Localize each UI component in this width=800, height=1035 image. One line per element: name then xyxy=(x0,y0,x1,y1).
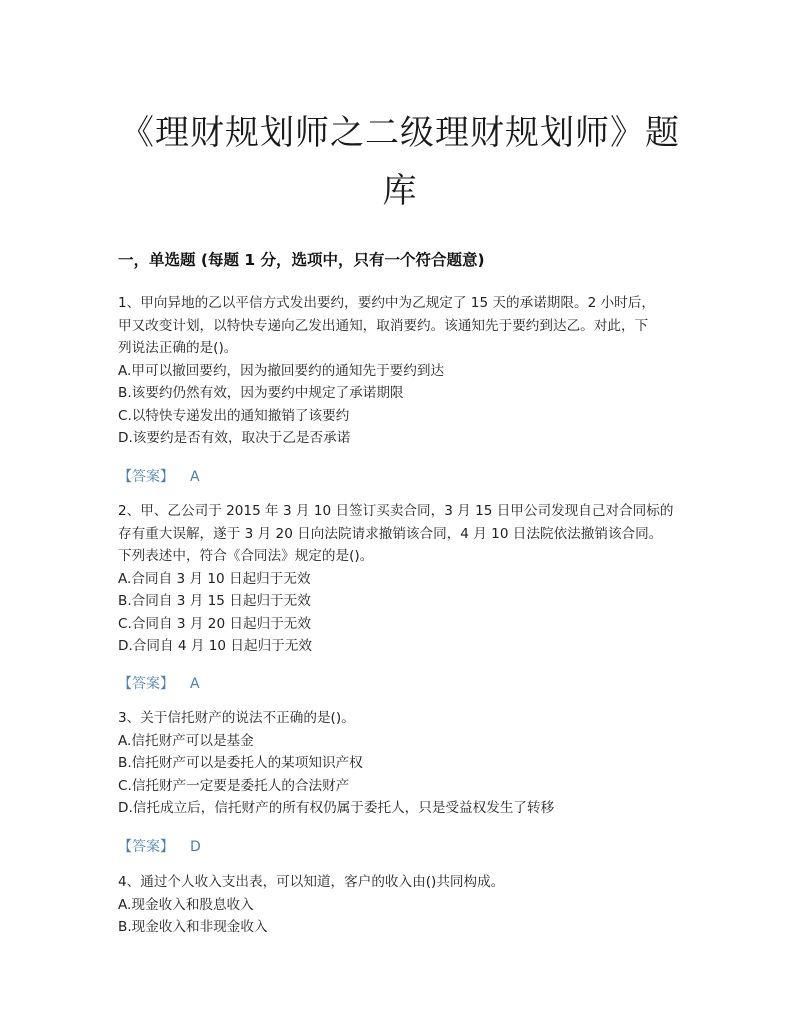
option-a: A.信托财产可以是基金 xyxy=(118,732,254,749)
document-title xyxy=(110,104,690,220)
option-b: B.信托财产可以是委托人的某项知识产权 xyxy=(118,755,363,771)
option-a: A.合同自 3 月 10 日起归于无效 xyxy=(118,570,311,587)
question-stem-line: 列说法正确的是()。 xyxy=(118,340,238,356)
answer-2 xyxy=(118,673,200,693)
option-b: B.现金收入和非现金收入 xyxy=(118,919,268,935)
answer-value: A xyxy=(190,676,200,692)
question-4 xyxy=(118,871,688,939)
answer-1 xyxy=(118,466,200,486)
question-stem-line: 1、甲向异地的乙以平信方式发出要约，要约中为乙规定了 15 天的承诺期限。2 小时后， xyxy=(118,295,655,311)
question-stem-line: 4、通过个人收入支出表，可以知道，客户的收入由()共同构成。 xyxy=(118,874,505,890)
option-b: B.该要约仍然有效，因为要约中规定了承诺期限 xyxy=(118,385,404,401)
question-stem-line: 甲又改变计划，以特快专递向乙发出通知，取消要约。该通知先于要约到达乙。对此，下 xyxy=(118,317,649,334)
question-stem-line: 3、关于信托财产的说法不正确的是()。 xyxy=(118,710,355,726)
option-a: A.甲可以撤回要约，因为撤回要约的通知先于要约到达 xyxy=(118,362,445,379)
option-d: D.该要约是否有效，取决于乙是否承诺 xyxy=(118,430,351,446)
question-stem-line: 2、甲、乙公司于 2015 年 3 月 10 日签订买卖合同，3 月 15 日甲公司发现自己对合同标的 xyxy=(118,503,674,519)
answer-label: 【答案】 xyxy=(118,676,174,692)
option-b: B.合同自 3 月 15 日起归于无效 xyxy=(118,593,311,609)
section-heading: 一，单选题 (每题 1 分，选项中，只有一个符合题意) xyxy=(118,251,485,269)
question-1 xyxy=(118,292,688,450)
question-3 xyxy=(118,707,688,820)
answer-label: 【答案】 xyxy=(118,839,174,855)
option-c: C.合同自 3 月 20 日起归于无效 xyxy=(118,615,311,632)
option-a: A.现金收入和股息收入 xyxy=(118,896,254,913)
option-c: C.以特快专递发出的通知撤销了该要约 xyxy=(118,407,350,424)
answer-value: A xyxy=(190,469,200,485)
option-d: D.合同自 4 月 10 日起归于无效 xyxy=(118,638,312,654)
answer-3 xyxy=(118,836,201,856)
option-c: C.信托财产一定要是委托人的合法财产 xyxy=(118,777,350,794)
answer-label: 【答案】 xyxy=(118,469,174,485)
question-stem-line: 下列表述中，符合《合同法》规定的是()。 xyxy=(118,548,374,564)
title-line-2: 库 xyxy=(382,171,418,211)
question-2 xyxy=(118,500,688,658)
question-stem-line: 存有重大误解，遂于 3 月 20 日向法院请求撤销该合同，4 月 10 日法院依法撤销该合同。 xyxy=(118,525,663,542)
answer-value: D xyxy=(190,839,201,855)
title-line-1: 《理财规划师之二级理财规划师》题 xyxy=(120,113,680,153)
option-d: D.信托成立后，信托财产的所有权仍属于委托人，只是受益权发生了转移 xyxy=(118,800,555,816)
